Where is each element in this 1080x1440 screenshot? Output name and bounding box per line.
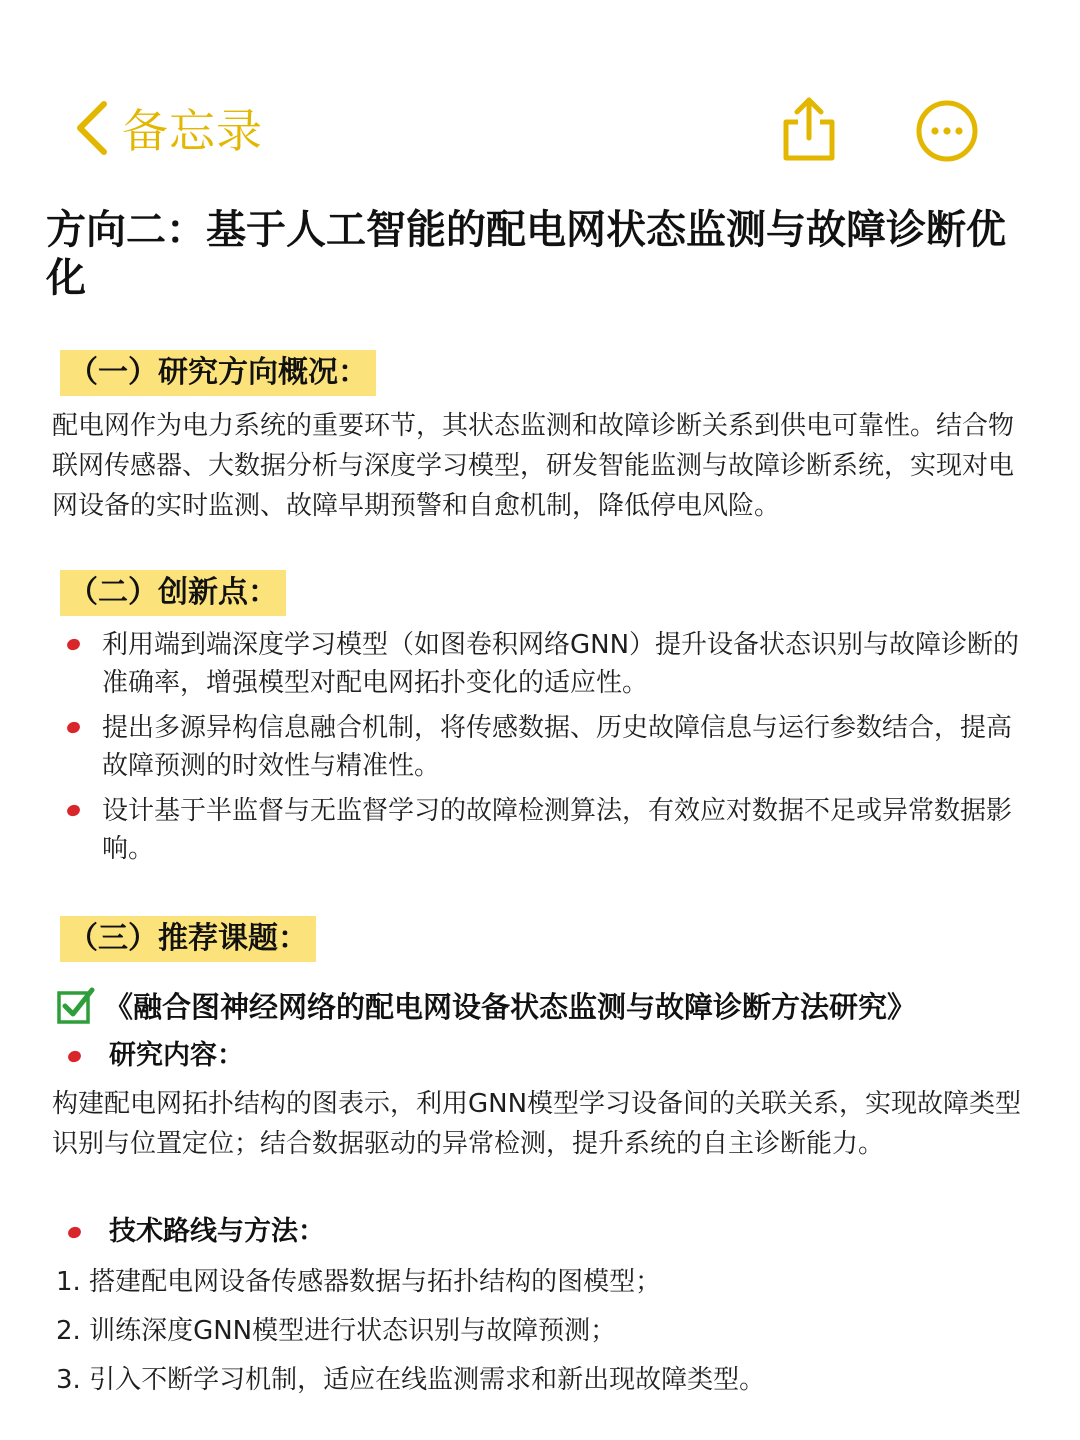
nav-bar xyxy=(0,0,1080,190)
overview-paragraph: 配电网作为电力系统的重要环节，其状态监测和故障诊断关系到供电可靠性。结合物联网传感器、大数据分析与深度学习模型，研发智能监测与故障诊断系统，实现对电网设备的实时监测、故障早期预警和自愈机制，降低停电风险。 xyxy=(52,411,1015,521)
back-button[interactable] xyxy=(72,96,263,160)
list-item: 2. 训练深度GNN模型进行状态识别与故障预测； xyxy=(56,1316,617,1346)
method-label-row xyxy=(64,1212,325,1252)
bullet-icon xyxy=(67,1225,83,1240)
content-label: 研究内容： xyxy=(109,1040,244,1071)
bullet-icon xyxy=(66,637,82,652)
more-button[interactable] xyxy=(914,98,980,164)
checkbox-checked-icon xyxy=(56,985,96,1025)
list-item xyxy=(64,709,1032,785)
list-item-text: 提出多源异构信息融合机制，将传感数据、历史故障信息与运行参数结合，提高故障预测的时效性与精准性。 xyxy=(102,713,1013,781)
note-title: 方向二：基于人工智能的配电网状态监测与故障诊断优化 xyxy=(46,207,1006,301)
chevron-left-icon xyxy=(72,98,112,158)
list-item: 1. 搭建配电网设备传感器数据与拓扑结构的图模型； xyxy=(56,1267,662,1297)
list-item xyxy=(64,792,1032,868)
list-item xyxy=(64,626,1032,702)
back-label: 备忘录 xyxy=(122,104,263,158)
list-item: 3. 引入不断学习机制，适应在线监测需求和新出现故障类型。 xyxy=(56,1365,766,1395)
recommended-topic xyxy=(56,982,1046,1028)
share-button[interactable] xyxy=(778,96,840,162)
bullet-icon xyxy=(67,1049,83,1064)
list-item-text: 设计基于半监督与无监督学习的故障检测算法，有效应对数据不足或异常数据影响。 xyxy=(102,796,1013,864)
topic-title: 《融合图神经网络的配电网设备状态监测与故障诊断方法研究》 xyxy=(104,989,917,1024)
bullet-icon xyxy=(66,720,82,735)
section-heading-topics: （三）推荐课题： xyxy=(60,916,316,962)
content-label-row xyxy=(64,1036,244,1076)
share-icon xyxy=(778,96,840,162)
method-label: 技术路线与方法： xyxy=(109,1216,325,1247)
list-item-text: 利用端到端深度学习模型（如图卷积网络GNN）提升设备状态识别与故障诊断的准确率，增强模型对配电网拓扑变化的适应性。 xyxy=(102,630,1020,698)
bullet-icon xyxy=(66,803,82,818)
section-heading-innovation: （二）创新点： xyxy=(60,570,286,616)
content-paragraph: 构建配电网拓扑结构的图表示，利用GNN模型学习设备间的关联关系，实现故障类型识别与位置定位；结合数据驱动的异常检测，提升系统的自主诊断能力。 xyxy=(52,1089,1022,1159)
section-heading-overview: （一）研究方向概况： xyxy=(60,350,376,396)
ellipsis-circle-icon xyxy=(914,98,980,164)
